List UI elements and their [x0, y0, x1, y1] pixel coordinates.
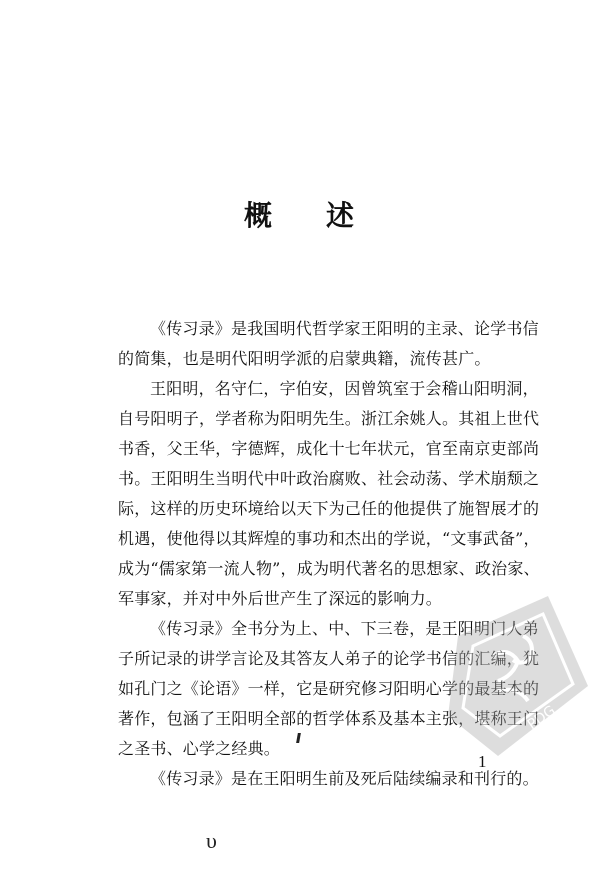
watermark-label: PDG: [524, 702, 559, 734]
text-line: 子所记录的讲学言论及其答友人弟子的论学书信的汇编，犹: [118, 649, 540, 668]
text-line: 书香，父王华，字德辉，成化十七年状元，官至南京吏部尚: [118, 439, 540, 458]
paragraph-4: [118, 764, 539, 794]
text-line: 《传习录》是在王阳明生前及死后陆续编录和刊行的。: [150, 769, 539, 788]
page-number: 1: [478, 752, 487, 771]
paragraph-2: [118, 374, 540, 614]
text-line: 军事家，并对中外后世产生了深远的影响力。: [118, 589, 443, 608]
text-line: 际，这样的历史环境给以天下为己任的他提供了施智展才的: [118, 499, 540, 518]
text-line: 的简集，也是明代阳明学派的启蒙典籍，流传甚广。: [118, 349, 491, 368]
title-char-1: 概: [243, 199, 274, 232]
text-line: 如孔门之《论语》一样，它是研究修习阳明心学的最基本的: [118, 679, 540, 698]
text-line: 著作，包涵了王阳明全部的哲学体系及基本主张，堪称王门: [118, 709, 540, 728]
text-line: 《传习录》是我国明代哲学家王阳明的主录、论学书信: [150, 319, 539, 338]
page-title: [0, 196, 600, 236]
text-line: 成为“儒家第一流人物”，成为明代著名的思想家、政治家、: [118, 559, 540, 578]
text-line: 机遇，使他得以其辉煌的事功和杰出的学说，“文事武备”，: [118, 529, 540, 548]
paragraph-1: [118, 314, 539, 374]
text-line: 之圣书、心学之经典。: [118, 739, 281, 758]
stray-mark: υ: [206, 828, 217, 853]
text-line: 王阳明，名守仁，字伯安，因曾筑室于会稽山阳明洞，: [150, 379, 539, 398]
text-line: 《传习录》全书分为上、中、下三卷，是王阳明门人弟: [150, 619, 539, 638]
text-line: 书。王阳明生当明代中叶政治腐败、社会动荡、学术崩颓之: [118, 469, 540, 488]
title-char-2: 述: [326, 199, 357, 232]
watermark-stamp-icon: [438, 596, 588, 756]
text-line: 自号阳明子，学者称为阳明先生。浙江余姚人。其祖上世代: [118, 409, 540, 428]
